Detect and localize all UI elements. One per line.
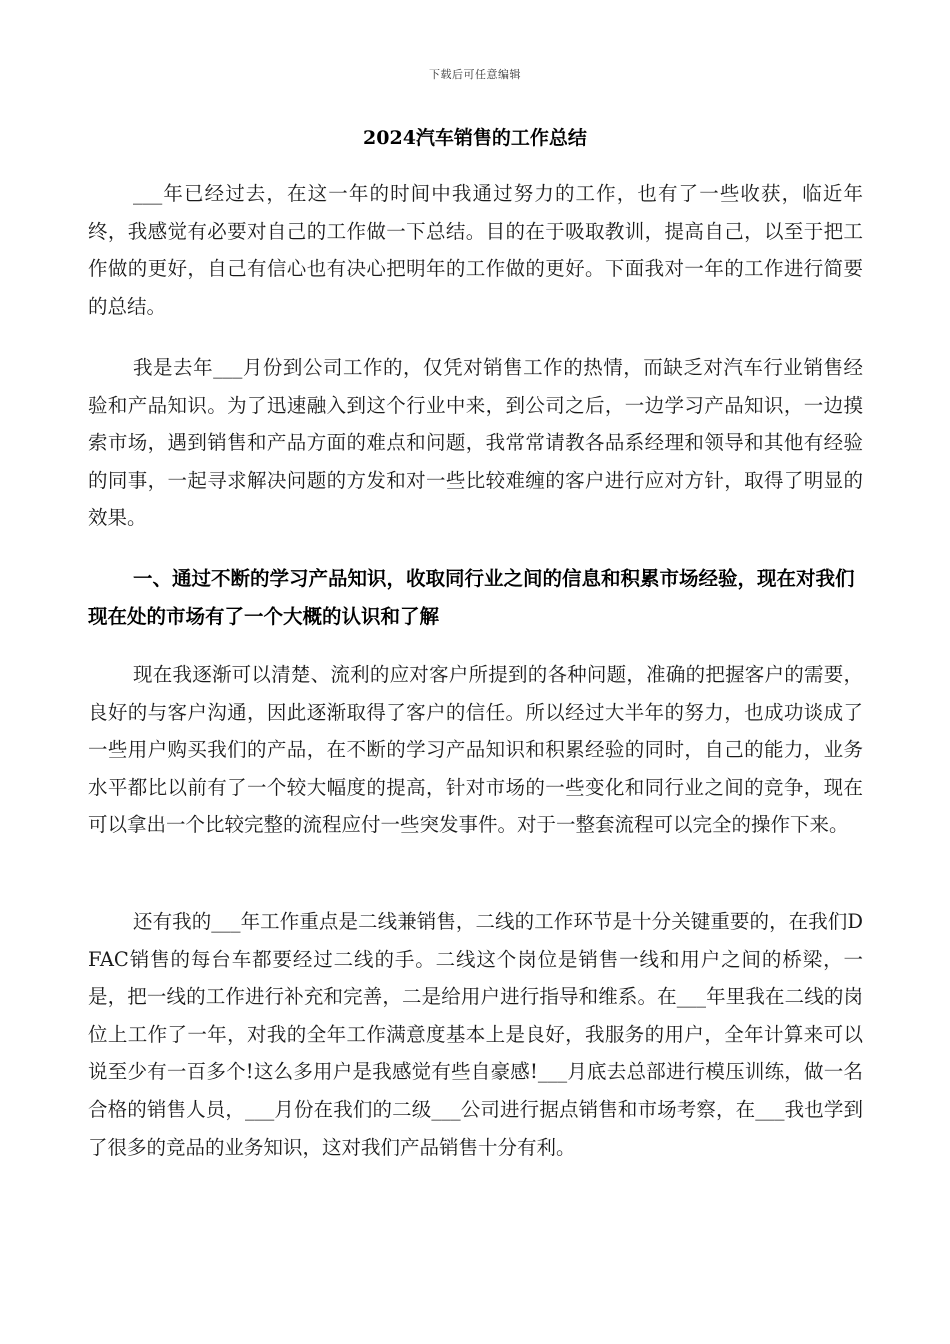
paragraph-customer-skills: 现在我逐渐可以清楚、流利的应对客户所提到的各种问题，准确的把握客户的需要，良好的与客户沟通，因此逐渐取得了客户的信任。所以经过大半年的努力，也成功谈成了一些用户购买我们的产品，在不断的学习产品知识和积累经验的同时，自己的能力，业务水平都比以前有了一个较大幅度的提高，针对市场的一些变化和同行业之间的竞争，现在可以拿出一个比较完整的流程应付一些突发事件。对于一整套流程可以完全的操作下来。 <box>88 663 863 837</box>
section-heading: 一、通过不断的学习产品知识，收取同行业之间的信息和积累市场经验，现在对我们现在处的市场有了一个大概的认识和了解 <box>88 567 855 628</box>
header-note: 下载后可任意编辑 <box>429 68 521 81</box>
document-title: 2024汽车销售的工作总结 <box>363 127 587 149</box>
paragraph-second-line-work: 还有我的___年工作重点是二线兼销售，二线的工作环节是十分关键重要的，在我们DFAC销售的每台车都要经过二线的手。二线这个岗位是销售一线和用户之间的桥梁，一是，把一线的工作进行补充和完善，二是给用户进行指导和维系。在___年里我在二线的岗位上工作了一年，对我的全年工作满意度基本上是良好，我服务的用户，全年计算来可以说至少有一百多个!这么多用户是我感觉有些自豪感!___月底去总部进行模压训练，做一名合格的销售人员，___月份在我们的二级___公司进行据点销售和市场考察，在___我也学到了很多的竞品的业务知识，这对我们产品销售十分有利。 <box>88 910 863 1159</box>
paragraph-background: 我是去年___月份到公司工作的，仅凭对销售工作的热情，而缺乏对汽车行业销售经验和产品知识。为了迅速融入到这个行业中来，到公司之后，一边学习产品知识，一边摸索市场，遇到销售和产品方面的难点和问题，我常常请教各品系经理和领导和其他有经验的同事，一起寻求解决问题的方发和对一些比较难缠的客户进行应对方针，取得了明显的效果。 <box>88 356 863 530</box>
paragraph-intro: ___年已经过去，在这一年的时间中我通过努力的工作，也有了一些收获，临近年终，我感觉有必要对自己的工作做一下总结。目的在于吸取教训，提高自己，以至于把工作做的更好，自己有信心也有决心把明年的工作做的更好。下面我对一年的工作进行简要的总结。 <box>88 182 863 318</box>
